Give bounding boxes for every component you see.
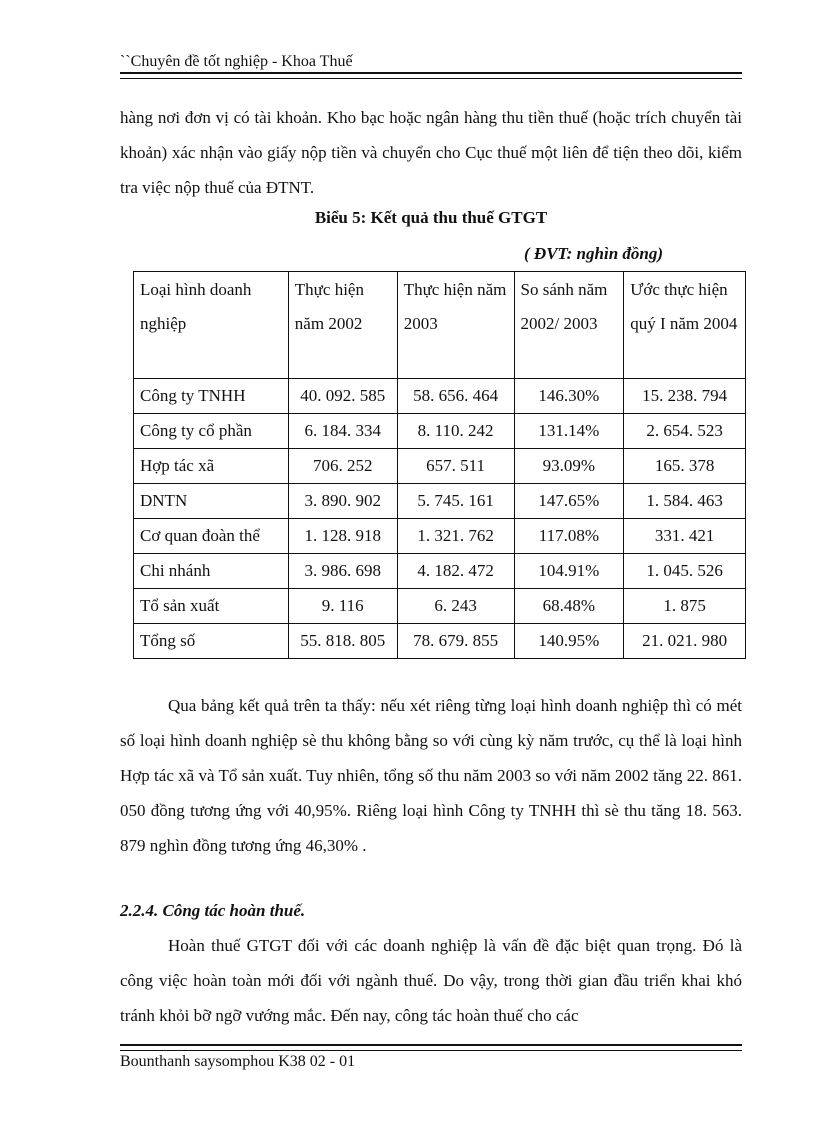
table-row <box>134 519 746 554</box>
row-label: Công ty TNHH <box>134 379 289 414</box>
footer-rule <box>120 1044 742 1051</box>
cell-2002: 3. 986. 698 <box>288 554 397 589</box>
cell-2003: 78. 679. 855 <box>397 624 514 659</box>
header-actual-2003: Thực hiện năm 2003 <box>397 272 514 379</box>
cell-2002: 706. 252 <box>288 449 397 484</box>
cell-2004: 1. 584. 463 <box>624 484 746 519</box>
cell-ratio: 117.08% <box>514 519 624 554</box>
table-row <box>134 484 746 519</box>
cell-ratio: 68.48% <box>514 589 624 624</box>
cell-ratio: 104.91% <box>514 554 624 589</box>
cell-2002: 9. 116 <box>288 589 397 624</box>
cell-2002: 6. 184. 334 <box>288 414 397 449</box>
analysis-paragraph: Qua bảng kết quả trên ta thấy: nếu xét riêng từng loại hình doanh nghiệp thì có mét số loại hình doanh nghiệp sè thu không bằng so với cùng kỳ năm trước, cụ thể là loại hình Hợp tác xã và Tổ sản xuất. Tuy nhiên, tổng số thu năm 2003 so với năm 2002 tăng 22. 861. 050 đồng tương ứng với 40,95%. Riêng loại hình Công ty TNHH thì sè thu tăng 18. 563. 879 nghìn đồng tương ứng 46,30% . <box>120 696 742 855</box>
cell-2004: 2. 654. 523 <box>624 414 746 449</box>
row-label: Công ty cổ phần <box>134 414 289 449</box>
cell-2004: 1. 045. 526 <box>624 554 746 589</box>
cell-2002: 3. 890. 902 <box>288 484 397 519</box>
page-footer: Bounthanh saysomphou K38 02 - 01 <box>120 1053 356 1070</box>
table-unit: ( ĐVT: nghìn đồng) <box>524 244 664 263</box>
cell-2004: 1. 875 <box>624 589 746 624</box>
header-estimate-q1-2004: Ước thực hiện quý I năm 2004 <box>624 272 746 379</box>
cell-2004: 331. 421 <box>624 519 746 554</box>
intro-paragraph: hàng nơi đơn vị có tài khoản. Kho bạc hoặc ngân hàng thu tiền thuế (hoặc trích chuyển tài khoản) xác nhận vào giấy nộp tiền và chuyển cho Cục thuế một liên để tiện theo dõi, kiểm tra việc nộp thuế của ĐTNT. <box>120 108 742 197</box>
row-label: Chi nhánh <box>134 554 289 589</box>
table-header-row <box>134 272 746 379</box>
header-comparison: So sánh năm 2002/ 2003 <box>514 272 624 379</box>
cell-2002: 40. 092. 585 <box>288 379 397 414</box>
row-label: DNTN <box>134 484 289 519</box>
row-label: Hợp tác xã <box>134 449 289 484</box>
table-row <box>134 589 746 624</box>
cell-2003: 1. 321. 762 <box>397 519 514 554</box>
table-row <box>134 554 746 589</box>
section-paragraph: Hoàn thuế GTGT đối với các doanh nghiệp là vấn đề đặc biệt quan trọng. Đó là công việc hoàn toàn mới đối với ngành thuế. Do vậy, trong thời gian đầu triển khai khó tránh khỏi bỡ ngỡ vướng mắc. Đến nay, công tác hoàn thuế cho các <box>120 936 742 1025</box>
table-row <box>134 449 746 484</box>
row-label: Tổng số <box>134 624 289 659</box>
section-heading: 2.2.4. Công tác hoàn thuế. <box>120 901 306 920</box>
cell-2003: 8. 110. 242 <box>397 414 514 449</box>
cell-ratio: 147.65% <box>514 484 624 519</box>
cell-2003: 4. 182. 472 <box>397 554 514 589</box>
cell-ratio: 93.09% <box>514 449 624 484</box>
table-row <box>134 414 746 449</box>
header-rule <box>120 72 742 79</box>
cell-ratio: 146.30% <box>514 379 624 414</box>
table-caption: Biểu 5: Kết quả thu thuế GTGT <box>314 208 548 227</box>
table-row <box>134 379 746 414</box>
page-header: ``Chuyên đề tốt nghiệp - Khoa Thuế <box>120 53 353 70</box>
header-enterprise-type: Loại hình doanh nghiệp <box>134 272 289 379</box>
table-total-row <box>134 624 746 659</box>
row-label: Tổ sản xuất <box>134 589 289 624</box>
cell-2004: 15. 238. 794 <box>624 379 746 414</box>
cell-ratio: 131.14% <box>514 414 624 449</box>
cell-2003: 6. 243 <box>397 589 514 624</box>
tax-result-table <box>133 271 746 659</box>
cell-2004: 165. 378 <box>624 449 746 484</box>
cell-2004: 21. 021. 980 <box>624 624 746 659</box>
cell-ratio: 140.95% <box>514 624 624 659</box>
cell-2002: 55. 818. 805 <box>288 624 397 659</box>
header-actual-2002: Thực hiện năm 2002 <box>288 272 397 379</box>
cell-2003: 5. 745. 161 <box>397 484 514 519</box>
row-label: Cơ quan đoàn thể <box>134 519 289 554</box>
cell-2002: 1. 128. 918 <box>288 519 397 554</box>
cell-2003: 657. 511 <box>397 449 514 484</box>
cell-2003: 58. 656. 464 <box>397 379 514 414</box>
